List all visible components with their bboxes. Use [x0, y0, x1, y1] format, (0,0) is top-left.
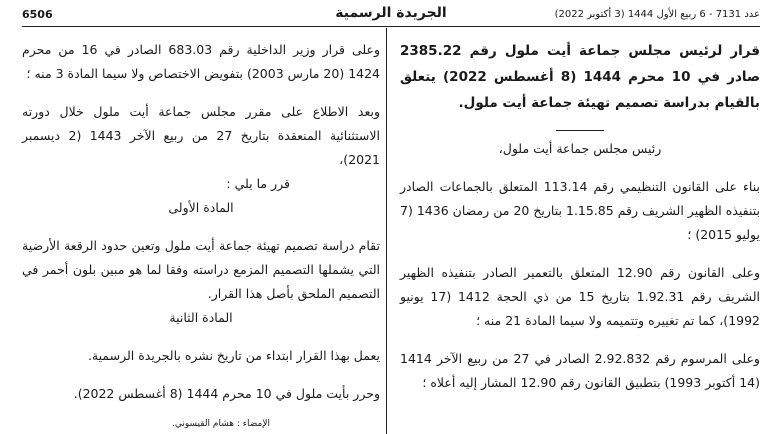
done-at-line: وحرر بأيت ملول في 10 محرم 1444 (8 أغسطس 2022). [73, 386, 380, 401]
page-number: 6506 [22, 8, 53, 21]
signature: الإمضاء : هشام القيسوني. [172, 419, 270, 429]
column-divider [386, 28, 387, 434]
article-2-title: المادة الثانية [169, 310, 233, 325]
journal-title: الجريدة الرسمية [335, 5, 447, 21]
issuer-line: رئيس مجلس جماعة أيت ملول، [498, 141, 662, 156]
issue-info: عدد 7131 - 6 ربيع الأول 1444 (3 أكتوبر 2022) [554, 9, 760, 20]
preamble-paragraph: وبعد الاطلاع على مقرر مجلس جماعة أيت ملول خلال دورته الاستثنائية المنعقدة بتاريخ 27 من ربيع الآخر 1443 (2 ديسمبر 2021)، [22, 104, 380, 167]
preamble-paragraph: وعلى القانون رقم 12.90 المتعلق بالتعمير الصادر بتنفيذه الظهير الشريف رقم 1.92.31 بتاريخ 15 من ذي الحجة 1412 (17 يونيو 1992)، كما تم تغييره وتتميمه ولا سيما المادة 21 منه ؛ [400, 265, 760, 328]
article-1-text: تقام دراسة تصميم تهيئة جماعة أيت ملول وتعين حدود الرقعة الأرضية التي يشملها التصميم المزمع دراسته وفقا لما هو مبين بلون أحمر في التصميم الملحق بأصل هذا القرار. [22, 238, 380, 301]
title-rule [556, 130, 604, 131]
preamble-paragraph: وعلى المرسوم رقم 2.92.832 الصادر في 27 من ربيع الآخر 1414 (14 أكتوبر 1993) بتطبيق القانون رقم 12.90 المشار إليه أعلاه ؛ [400, 351, 760, 390]
preamble-paragraph: بناء على القانون التنظيمي رقم 113.14 المتعلق بالجماعات الصادر بتنفيذه الظهير الشريف رقم 1.15.85 بتاريخ 20 من رمضان 1436 (7 يوليو 2015) ؛ [400, 179, 760, 242]
article-2-text: يعمل بهذا القرار ابتداء من تاريخ نشره بالجريدة الرسمية. [87, 348, 380, 363]
right-column [400, 38, 760, 395]
left-column [22, 38, 380, 432]
preamble-paragraph: وعلى قرار وزير الداخلية رقم 683.03 الصادر في 16 من محرم 1424 (20 مارس 2003) بتفويض الاختصاص ولا سيما المادة 3 منه ؛ [22, 42, 380, 81]
decree-title: قرار لرئيس مجلس جماعة أيت ملول رقم 2385.22 صادر في 10 محرم 1444 (8 أغسطس 2022) يتعلق بالقيام بدراسة تصميم تهيئة جماعة أيت ملول. [400, 43, 761, 111]
article-1-title: المادة الأولى [168, 200, 234, 215]
decides-line: قرر ما يلي : [226, 176, 290, 191]
page-header [22, 4, 760, 27]
